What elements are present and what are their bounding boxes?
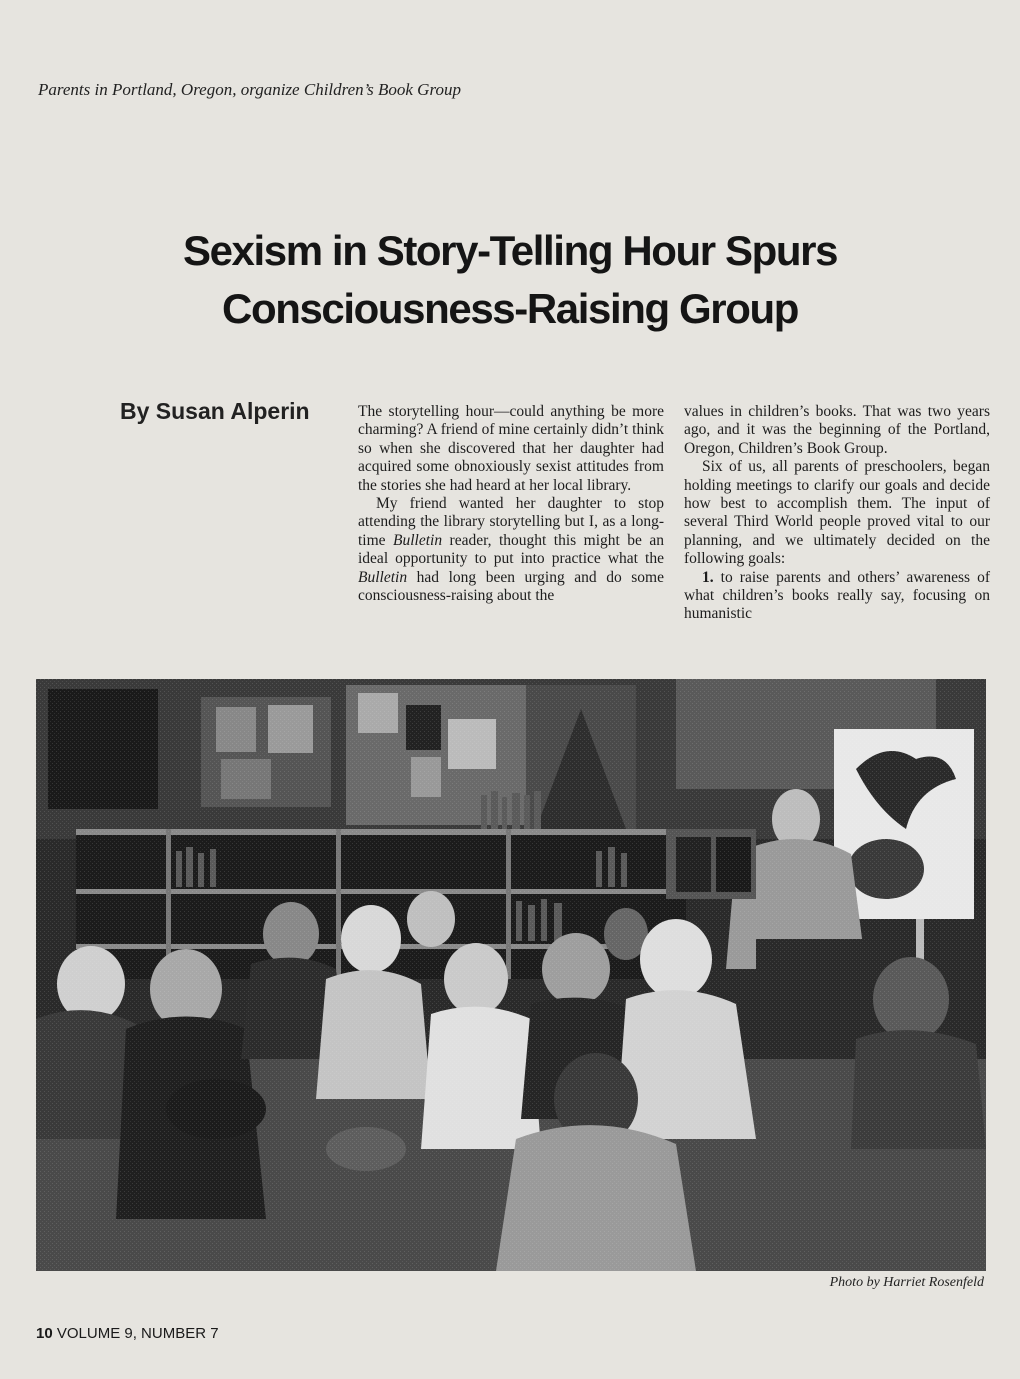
page-number: 10 [36,1325,53,1342]
issue-label: VOLUME 9, NUMBER 7 [56,1325,219,1342]
folio [36,1325,219,1342]
goal-number: 1. [702,568,714,586]
kicker: Parents in Portland, Oregon, organize Children’s Book Group [38,80,461,99]
paragraph: My friend wanted her daughter to stop attending the library storytelling but I, as a long-time Bulletin reader, thought this might be an ideal opportunity to put into practice what the Bulletin had long been urging and do some consciousness-raising about the [358,495,664,605]
article-column-1 [358,403,664,605]
byline: By Susan Alperin [120,398,310,424]
headline [40,222,980,338]
paragraph: The storytelling hour—could anything be more charming? A friend of mine certainly didn’t think so when she discovered that her daughter had acquired some obnoxiously sexist attitudes from the stories she had heard at her local library. [358,403,664,494]
photo-credit: Photo by Harriet Rosenfeld [829,1275,984,1290]
publication-name: Bulletin [393,531,443,549]
paragraph: Six of us, all parents of preschoolers, began holding meetings to clarify our goals and decide how best to accomplish them. The input of several Third World people proved vital to our planning, and we ultimately decided on the following goals: [684,458,990,568]
storytelling-photo-image [36,679,986,1271]
article-column-2 [684,403,990,624]
paragraph: values in children’s books. That was two years ago, and it was the beginning of the Portland, Oregon, Children’s Book Group. [684,403,990,457]
storytelling-photo [36,679,986,1271]
headline-line-2: Consciousness-Raising Group [222,285,798,332]
headline-line-1: Sexism in Story-Telling Hour Spurs [182,227,838,274]
publication-name: Bulletin [358,568,408,586]
goal-item: 1. to raise parents and others’ awareness of what children’s books really say, focusing on humanistic [684,568,990,623]
